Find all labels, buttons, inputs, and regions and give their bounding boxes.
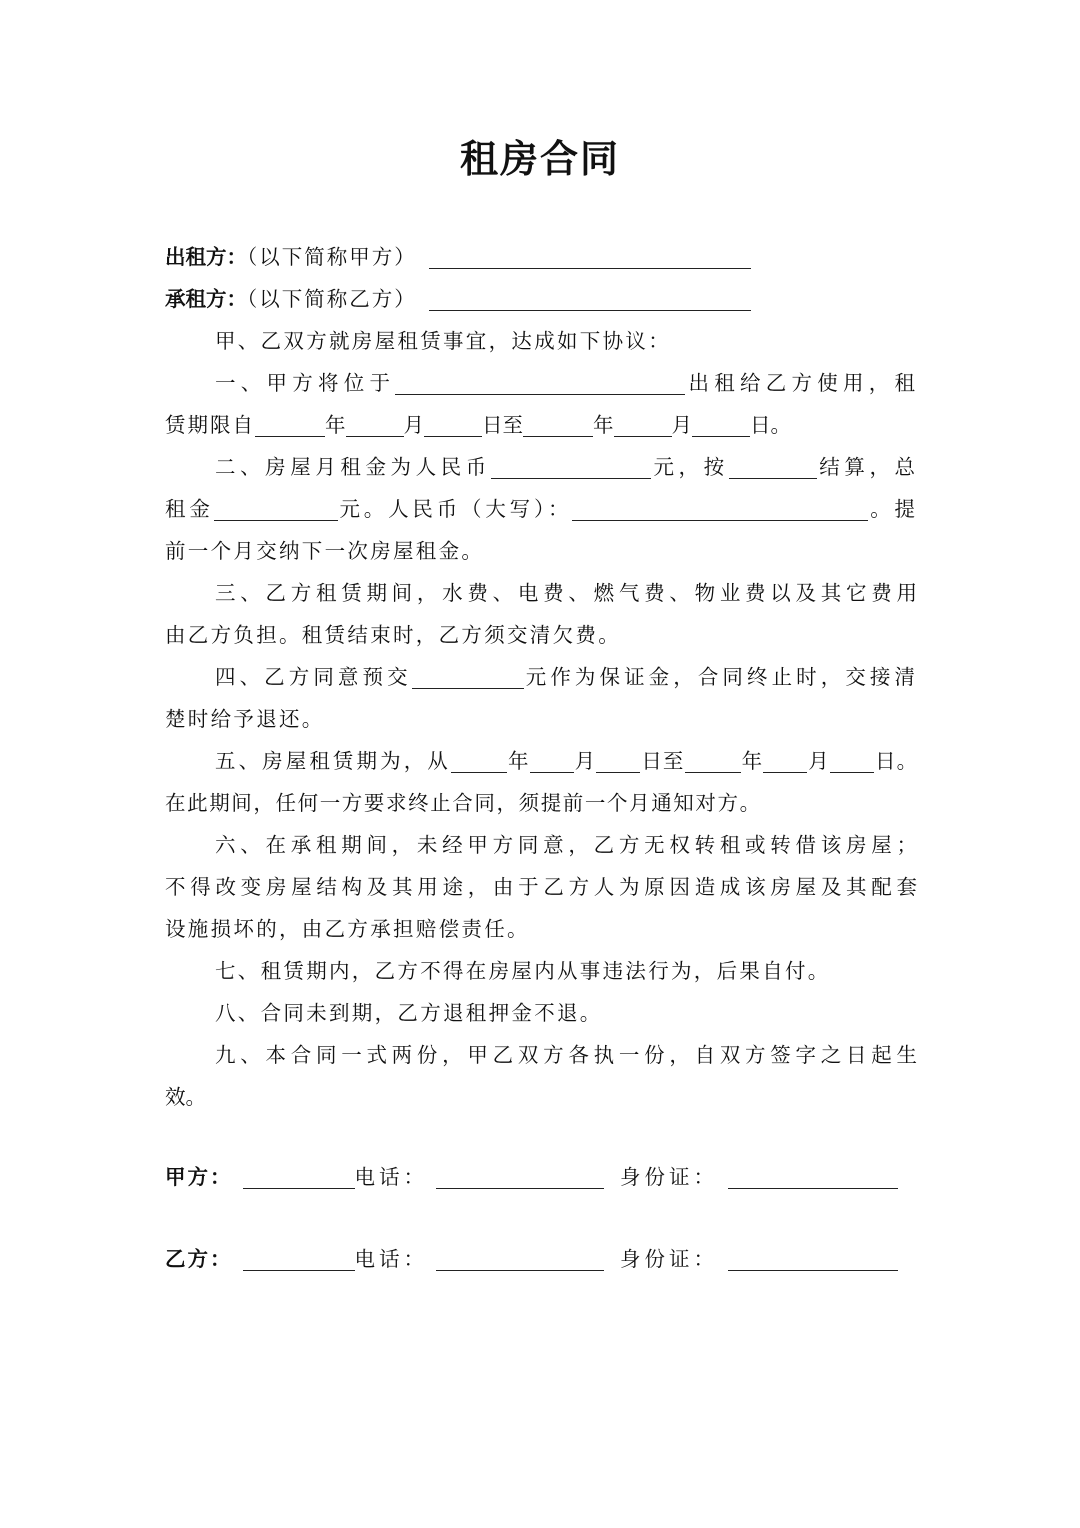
clause3-line1: 三、乙方租赁期间，水费、电费、燃气费、物业费以及其它费用 <box>215 581 917 605</box>
party-b-id-label: 身份证： <box>620 1247 718 1271</box>
party-a-phone-label: 电话： <box>354 1165 428 1189</box>
clause1-text-b: 出租给乙方使用，租 <box>685 371 917 395</box>
clause6-line3: 设施损坏的，由乙方承担赔偿责任。 <box>165 917 530 941</box>
start-month-field[interactable] <box>346 414 404 437</box>
term-end-year-field[interactable] <box>685 750 741 773</box>
clause4-text-a: 四、乙方同意预交 <box>215 665 412 689</box>
party-b-label: 乙方： <box>165 1247 233 1271</box>
day-to-label: 日至 <box>640 749 685 773</box>
party-b-signature-row <box>165 1244 917 1274</box>
clause8-text: 八、合同未到期，乙方退租押金不退。 <box>215 1001 603 1025</box>
party-b-name-field[interactable] <box>243 1248 355 1271</box>
clause2-line3: 前一个月交纳下一次房屋租金。 <box>165 539 485 563</box>
month-label: 月 <box>573 749 597 773</box>
clause5-line2: 在此期间，任何一方要求终止合同，须提前一个月通知对方。 <box>165 791 762 815</box>
month-label: 月 <box>671 413 692 437</box>
page-title: 租房合同 <box>459 137 620 181</box>
clause1-text-a: 一、甲方将位于 <box>215 371 396 395</box>
party-b-phone-label: 电话： <box>354 1247 428 1271</box>
clause2-text-e: 元。人民币（大写）： <box>337 497 573 521</box>
month-label: 月 <box>403 413 424 437</box>
intro-text: 甲、乙双方就房屋租赁事宜，达成如下协议： <box>215 329 671 353</box>
clause5-line1 <box>215 746 917 776</box>
property-address-field[interactable] <box>395 372 685 395</box>
clause4-line1 <box>215 662 917 692</box>
year-label: 年 <box>506 749 530 773</box>
lessor-label: 出租方： <box>165 245 247 269</box>
payment-period-field[interactable] <box>729 456 817 479</box>
lessee-name-field[interactable] <box>429 288 751 311</box>
lessee-label: 承租方： <box>165 287 247 311</box>
month-label: 月 <box>807 749 830 773</box>
clause4-line2: 楚时给予退还。 <box>165 707 325 731</box>
clause2-text-b: 元，按 <box>650 455 729 479</box>
party-a-phone-field[interactable] <box>436 1166 604 1189</box>
clause7-text: 七、租赁期内，乙方不得在房屋内从事违法行为，后果自付。 <box>215 959 831 983</box>
lease-from-label: 赁期限自 <box>165 413 255 437</box>
deposit-field[interactable] <box>412 666 524 689</box>
end-day-field[interactable] <box>692 414 750 437</box>
day-end-label: 日。 <box>873 749 918 773</box>
party-a-id-field[interactable] <box>728 1166 898 1189</box>
lessor-note: （以下简称甲方） <box>247 245 417 269</box>
term-start-year-field[interactable] <box>451 750 507 773</box>
clause2-text-f: 。提 <box>868 497 918 521</box>
clause2-text-a: 二、房屋月租金为人民币 <box>215 455 491 479</box>
party-a-label: 甲方： <box>165 1165 233 1189</box>
party-b-phone-field[interactable] <box>436 1248 604 1271</box>
clause9-line1: 九、本合同一式两份，甲乙双方各执一份，自双方签字之日起生 <box>215 1043 917 1067</box>
year-label: 年 <box>325 413 346 437</box>
term-end-day-field[interactable] <box>830 750 874 773</box>
clause2-text-d: 租金 <box>165 497 214 521</box>
term-start-day-field[interactable] <box>596 750 640 773</box>
term-end-month-field[interactable] <box>763 750 807 773</box>
party-a-name-field[interactable] <box>243 1166 355 1189</box>
rent-in-words-field[interactable] <box>572 498 868 521</box>
end-year-field[interactable] <box>523 414 593 437</box>
total-rent-field[interactable] <box>214 498 338 521</box>
monthly-rent-field[interactable] <box>491 456 651 479</box>
clause1-line2 <box>165 410 917 440</box>
end-month-field[interactable] <box>614 414 672 437</box>
clause9-line2: 效。 <box>165 1085 206 1109</box>
clause4-text-b: 元作为保证金，合同终止时，交接清 <box>523 665 918 689</box>
year-label: 年 <box>740 749 764 773</box>
year-label: 年 <box>593 413 614 437</box>
day-end-label: 日。 <box>750 413 791 437</box>
start-day-field[interactable] <box>424 414 482 437</box>
clause6-line2: 不得改变房屋结构及其用途，由于乙方人为原因造成该房屋及其配套 <box>165 875 917 899</box>
clause2-line2 <box>165 494 917 524</box>
lessor-name-field[interactable] <box>429 246 751 269</box>
term-start-month-field[interactable] <box>530 750 574 773</box>
lessee-line <box>165 284 917 314</box>
day-to-label: 日至 <box>482 413 523 437</box>
clause2-text-c: 结算，总 <box>816 455 918 479</box>
clause5-text-a: 五、房屋租赁期为，从 <box>215 749 451 773</box>
clause2-line1 <box>215 452 917 482</box>
party-a-signature-row <box>165 1162 917 1192</box>
start-year-field[interactable] <box>255 414 325 437</box>
clause1-line1 <box>215 368 917 398</box>
party-a-id-label: 身份证： <box>620 1165 718 1189</box>
party-b-id-field[interactable] <box>728 1248 898 1271</box>
lessee-note: （以下简称乙方） <box>247 287 417 311</box>
clause3-line2: 由乙方负担。租赁结束时，乙方须交清欠费。 <box>165 623 621 647</box>
lessor-line <box>165 242 917 272</box>
clause6-line1: 六、在承租期间，未经甲方同意，乙方无权转租或转借该房屋； <box>215 833 917 857</box>
